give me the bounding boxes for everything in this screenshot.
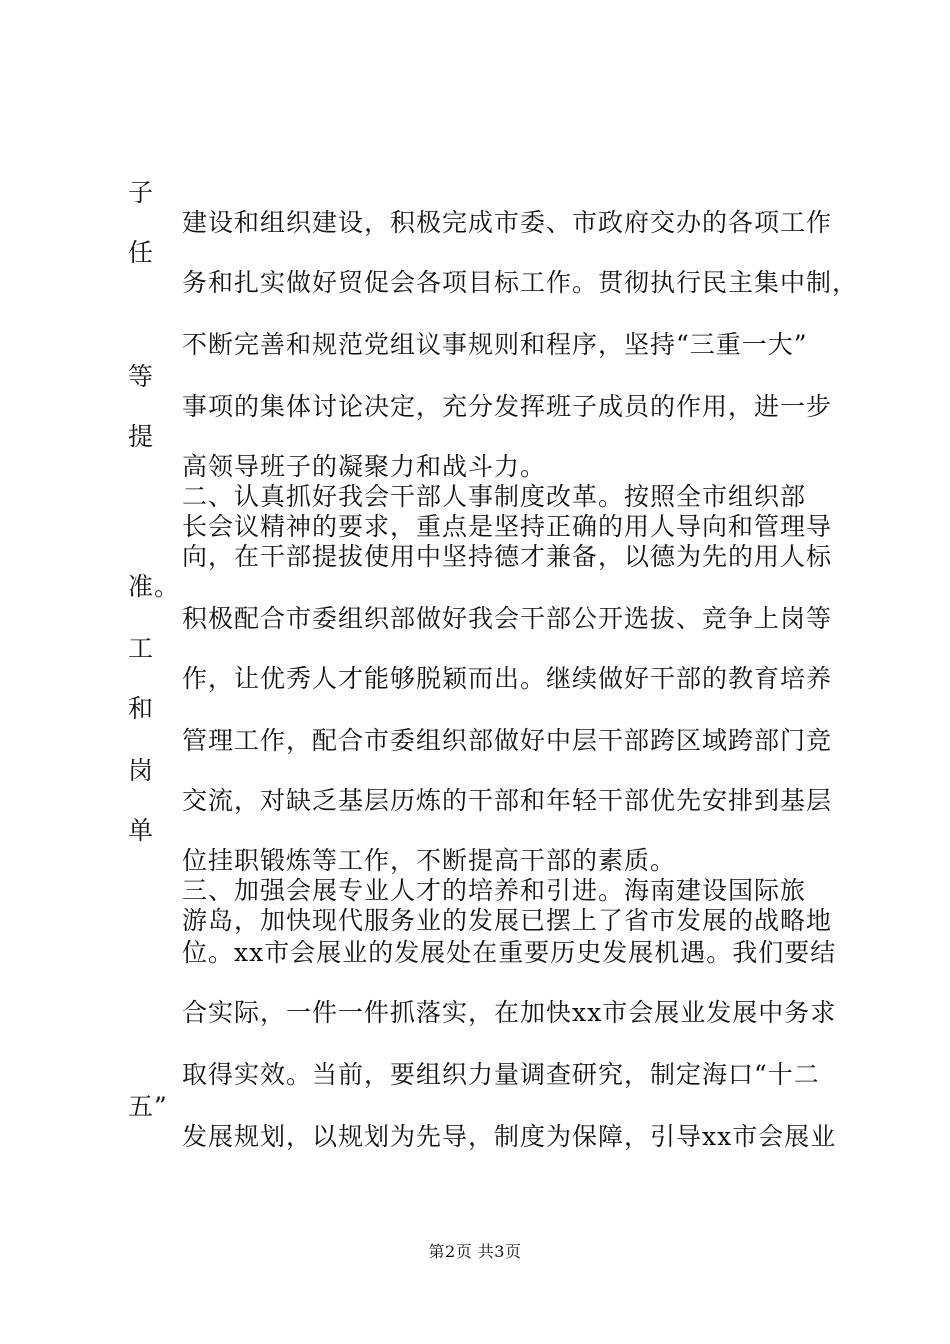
text-line: 交流，对缺乏基层历炼的干部和年轻干部优先安排到基层 — [182, 786, 833, 815]
text-line: 位。xx市会展业的发展处在重要历史发展机遇。我们要结 — [182, 938, 837, 967]
text-line: 高领导班子的凝聚力和战斗力。 — [182, 452, 547, 481]
text-line: 游岛，加快现代服务业的发展已摆上了省市发展的战略地 — [182, 906, 833, 935]
text-line: 事项的集体讨论决定，充分发挥班子成员的作用，进一步 — [182, 392, 833, 421]
text-line: 岗 — [128, 756, 155, 785]
text-line: 五” — [128, 1092, 168, 1121]
text-line: 准。 — [128, 572, 181, 601]
text-line: 管理工作，配合市委组织部做好中层干部跨区域跨部门竞 — [182, 726, 833, 755]
text-line: 三、加强会展专业人才的培养和引进。海南建设国际旅 — [182, 876, 807, 905]
text-line: 提 — [128, 422, 155, 451]
text-line: 工 — [128, 634, 155, 663]
text-line: 积极配合市委组织部做好我会干部公开选拔、竞争上岗等 — [182, 604, 833, 633]
text-line: 发展规划，以规划为先导，制度为保障，引导xx市会展业 — [182, 1122, 837, 1151]
text-line: 合实际，一件一件抓落实，在加快xx市会展业发展中务求 — [182, 998, 837, 1027]
text-line: 单 — [128, 816, 155, 845]
text-line: 取得实效。当前，要组织力量调查研究，制定海口“十二 — [182, 1060, 820, 1089]
text-line: 建设和组织建设，积极完成市委、市政府交办的各项工作 — [182, 208, 833, 237]
text-line: 等 — [128, 362, 155, 391]
text-line: 作，让优秀人才能够脱颖而出。继续做好干部的教育培养 — [182, 664, 833, 693]
text-line: 长会议精神的要求，重点是坚持正确的用人导向和管理导 — [182, 512, 833, 541]
text-line: 向，在干部提拔使用中坚持德才兼备，以德为先的用人标 — [182, 542, 833, 571]
text-line: 位挂职锻炼等工作，不断提高干部的素质。 — [182, 846, 677, 875]
text-line: 任 — [128, 238, 155, 267]
text-line: 和 — [128, 694, 155, 723]
text-line: 务和扎实做好贸促会各项目标工作。贯彻执行民主集中制， — [182, 268, 859, 297]
page-number-footer: 第2页 共3页 — [428, 1242, 522, 1261]
text-line: 二、认真抓好我会干部人事制度改革。按照全市组织部 — [182, 482, 807, 511]
text-line: 不断完善和规范党组议事规则和程序，坚持“三重一大” — [182, 330, 808, 359]
text-line: 子 — [128, 178, 155, 207]
